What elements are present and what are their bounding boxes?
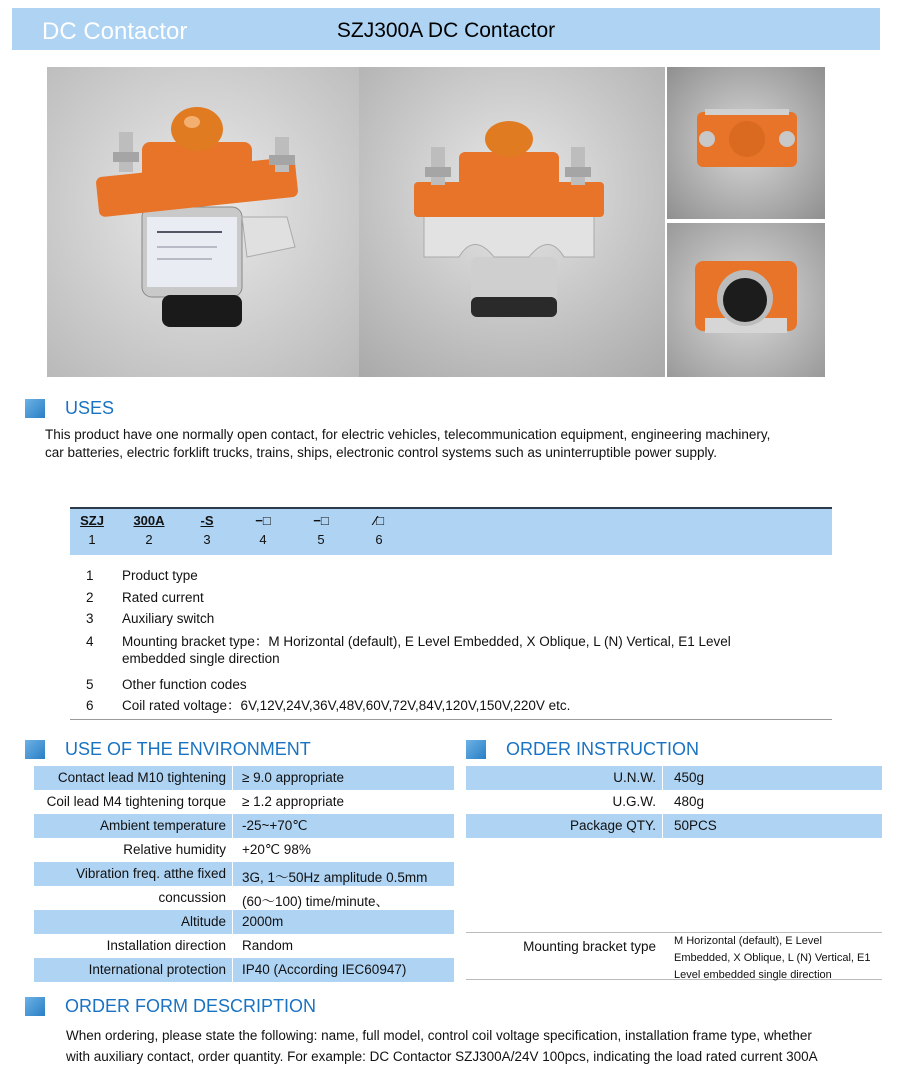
model-code-legend: 1 Product type 2 Rated current 3 Auxiliary switch 4 Mounting bracket type：M Horizontal (default), E Level Embedded, X Oblique, L (N) Vertical, E1 Level embedded single direction 5 Other function codes 6 Coil rated voltage：6V,12V,24V,36V,48V,60V,72V,84V,120V,150V,220V etc.	[70, 563, 832, 720]
photo-contactor-bottom	[667, 223, 825, 377]
code-cell: −□ 4	[255, 513, 271, 547]
photo-contactor-top	[667, 67, 825, 219]
section-square-icon	[25, 997, 45, 1016]
model-code-table	[70, 507, 832, 555]
section-square-icon	[466, 740, 486, 759]
product-photo-gallery	[47, 67, 825, 378]
table-row: U.N.W. 450g	[466, 766, 882, 790]
uses-line-1: This product have one normally open contact, for electric vehicles, telecommunication equipment, engineering machinery,	[45, 427, 771, 442]
uses-line-2: car batteries, electric forklift trucks, trains, ships, electronic control systems such as uninterruptible power supply.	[45, 445, 718, 460]
code-cell: −□ 5	[313, 513, 329, 547]
uses-heading: USES	[25, 398, 114, 419]
table-row: Mounting bracket type M Horizontal (default), E Level Embedded, X Oblique, L (N) Vertical, E1 Level embedded single direction	[466, 932, 882, 980]
environment-heading: USE OF THE ENVIRONMENT	[25, 739, 311, 760]
code-cell: -S 3	[200, 513, 214, 547]
brand-label: DC Contactor	[42, 18, 188, 45]
order-form-line-2: with auxiliary contact, order quantity. For example: DC Contactor SZJ300A/24V 100pcs, indicating the load rated current 300A	[66, 1049, 818, 1064]
page-title: SZJ300A DC Contactor	[336, 19, 556, 42]
table-row: Package QTY. 50PCS	[466, 814, 882, 838]
table-row: Vibration freq. atthe fixed 3G, 1～50Hz amplitude 0.5mm	[34, 862, 454, 886]
order-form-line-1: When ordering, please state the following: name, full model, control coil voltage specification, installation frame type, whether	[66, 1028, 812, 1043]
title-banner	[12, 8, 880, 50]
code-cell: SZJ 1	[80, 513, 104, 547]
photo-contactor-front-angle	[47, 67, 359, 377]
section-square-icon	[25, 399, 45, 418]
table-row: Contact lead M10 tightening ≥ 9.0 appropriate	[34, 766, 454, 790]
order-heading: ORDER INSTRUCTION	[466, 739, 699, 760]
code-cell: ∕□ 6	[373, 513, 385, 547]
table-row: concussion (60～100) time/minute、	[158, 890, 390, 909]
table-row: Installation direction Random	[106, 938, 294, 953]
photo-contactor-front	[359, 67, 665, 377]
table-row: U.G.W. 480g	[612, 794, 705, 809]
environment-table	[34, 766, 454, 982]
table-row: Relative humidity +20℃ 98%	[123, 842, 311, 857]
table-row: International protection IP40 (According IEC60947)	[34, 958, 454, 982]
table-row: Altitude 2000m	[34, 910, 454, 934]
table-row: Coil lead M4 tightening torque ≥ 1.2 appropriate	[46, 794, 344, 809]
code-cell: 300A 2	[133, 513, 165, 547]
section-square-icon	[25, 740, 45, 759]
order-form-heading: ORDER FORM DESCRIPTION	[25, 996, 316, 1017]
table-row: Ambient temperature -25~+70℃	[34, 814, 454, 838]
order-table	[466, 766, 882, 982]
